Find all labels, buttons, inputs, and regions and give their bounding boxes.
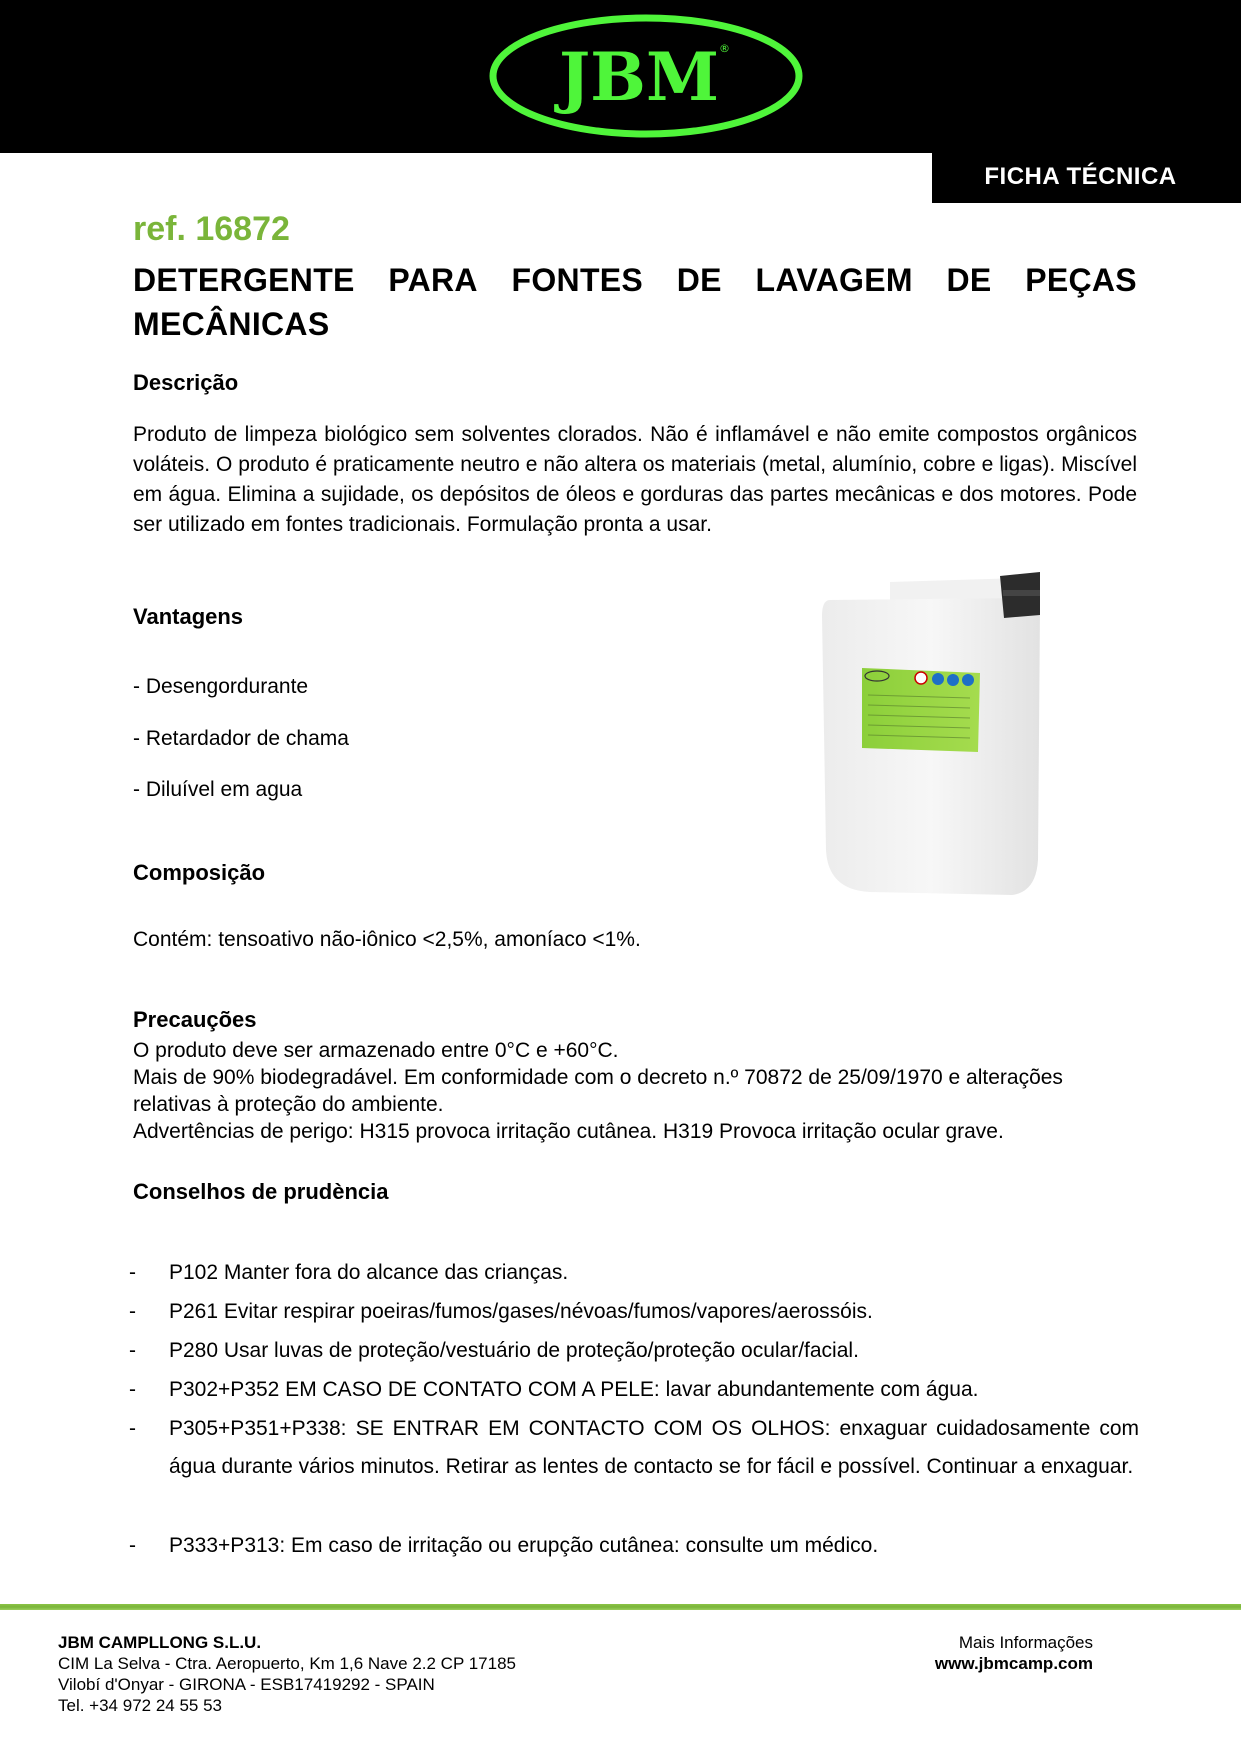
vantagem-item: - Retardador de chama xyxy=(133,727,349,750)
heading-composicao: Composição xyxy=(133,860,266,885)
more-info-label: Mais Informações xyxy=(958,1633,1093,1652)
conselho-text: P280 Usar luvas de proteção/vestuário de proteção/proteção ocular/facial. xyxy=(169,1339,859,1362)
heading-conselhos: Conselhos de prudència xyxy=(133,1179,389,1204)
precaucao-line: Mais de 90% biodegradável. Em conformidade com o decreto n.º 70872 de 25/09/1970 e alterações relativas à proteção do ambiente. xyxy=(133,1066,1063,1116)
ficha-tecnica-label: FICHA TÉCNICA xyxy=(984,162,1177,190)
vantagem-item: - Diluível em agua xyxy=(133,778,303,801)
company-name: JBM CAMPLLONG S.L.U. xyxy=(58,1633,262,1652)
precaucao-line: Advertências de perigo: H315 provoca irritação cutânea. H319 Provoca irritação ocular grave. xyxy=(133,1120,1004,1143)
conselho-text: P333+P313: Em caso de irritação ou erupção cutânea: consulte um médico. xyxy=(169,1534,879,1557)
product-title xyxy=(133,258,1137,346)
conselho-item xyxy=(129,1297,1139,1331)
title-word: FONTES xyxy=(511,262,644,298)
product-image xyxy=(790,560,1040,900)
heading-vantagens: Vantagens xyxy=(133,604,244,629)
conselho-text: P302+P352 EM CASO DE CONTATO COM A PELE: lavar abundantemente com água. xyxy=(169,1378,979,1401)
company-address-2: Vilobí d'Onyar - GIRONA - ESB17419292 - SPAIN xyxy=(58,1675,435,1694)
precaucao-line: O produto deve ser armazenado entre 0°C e +60°C. xyxy=(133,1039,619,1062)
bullet-dash: - xyxy=(129,1261,136,1284)
composicao-text: Contém: tensoativo não-iônico <2,5%, amoníaco <1%. xyxy=(133,928,641,951)
conselho-item xyxy=(129,1258,1139,1292)
jerrycan-icon xyxy=(790,560,1040,900)
title-word: DETERGENTE xyxy=(133,262,355,298)
vantagem-item: - Desengordurante xyxy=(133,675,309,698)
product-ref: ref. 16872 xyxy=(133,210,290,248)
bullet-dash: - xyxy=(129,1534,136,1557)
title-word: DE xyxy=(676,262,722,298)
conselho-item xyxy=(129,1414,1139,1486)
conselho-text: P305+P351+P338: SE ENTRAR EM CONTACTO COM OS OLHOS: enxaguar cuidadosamente com água durante vários minutos. Retirar as lentes de contacto se for fácil e possível. Continuar a enxaguar. xyxy=(169,1417,1139,1478)
company-info xyxy=(58,1632,516,1716)
conselho-item xyxy=(129,1531,1139,1565)
heading-precaucoes: Precauções xyxy=(133,1007,257,1032)
more-info xyxy=(935,1632,1093,1674)
registered-mark: ® xyxy=(719,42,730,55)
title-line-2: MECÂNICAS xyxy=(133,306,330,342)
website-link[interactable]: www.jbmcamp.com xyxy=(934,1654,1093,1673)
logo-text: JBM xyxy=(558,38,720,116)
title-word: PEÇAS xyxy=(1025,262,1137,298)
title-word: DE xyxy=(946,262,992,298)
bullet-dash: - xyxy=(129,1378,136,1401)
conselho-text: P261 Evitar respirar poeiras/fumos/gases/névoas/fumos/vapores/aerossóis. xyxy=(169,1300,873,1323)
conselho-item xyxy=(129,1336,1139,1370)
precaucoes-text xyxy=(133,1037,1143,1145)
bullet-dash: - xyxy=(129,1417,136,1440)
conselho-item xyxy=(129,1375,1139,1409)
footer-divider xyxy=(0,1604,1241,1610)
title-word: LAVAGEM xyxy=(755,262,913,298)
conselho-text: P102 Manter fora do alcance das crianças. xyxy=(169,1261,569,1284)
jbm-logo xyxy=(487,12,805,140)
bullet-dash: - xyxy=(129,1339,136,1362)
bullet-dash: - xyxy=(129,1300,136,1323)
company-phone: Tel. +34 972 24 55 53 xyxy=(58,1696,222,1715)
jbm-logo-icon xyxy=(487,12,805,140)
heading-descricao: Descrição xyxy=(133,370,239,395)
title-line-1 xyxy=(133,258,1137,302)
descricao-text: Produto de limpeza biológico sem solventes clorados. Não é inflamável e não emite compostos orgânicos voláteis. O produto é praticamente neutro e não altera os materiais (metal, alumínio, cobre e ligas). Miscível em água. Elimina a sujidade, os depósitos de óleos e gorduras das partes mecânicas e dos motores. Pode ser utilizado em fontes tradicionais. Formulação pronta a usar. xyxy=(133,423,1137,536)
company-address-1: CIM La Selva - Ctra. Aeropuerto, Km 1,6 Nave 2.2 CP 17185 xyxy=(58,1654,516,1673)
title-word: PARA xyxy=(388,262,478,298)
ficha-tecnica-tab xyxy=(932,150,1241,203)
